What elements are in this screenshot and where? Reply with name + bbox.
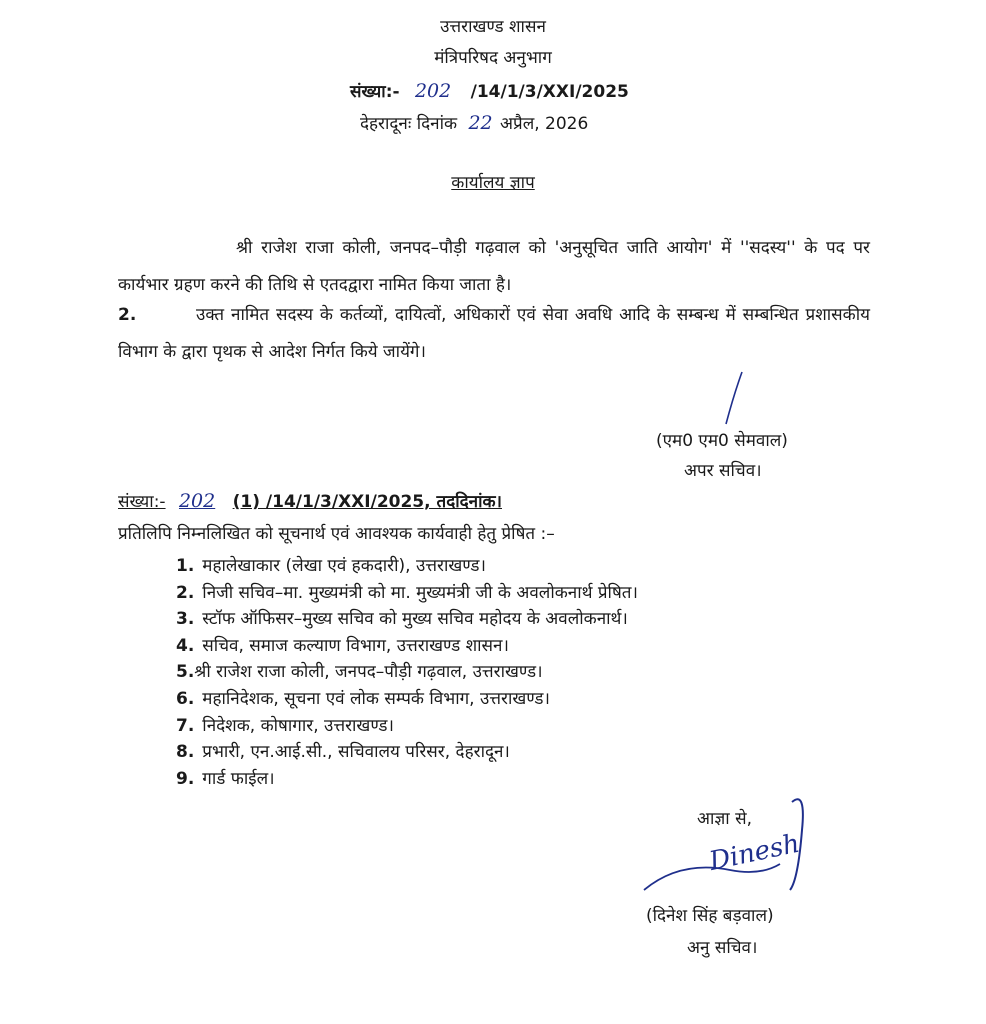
recipient-list [176, 553, 638, 792]
recipient-number: 4. [176, 635, 195, 656]
recipient-item [176, 606, 638, 633]
signatory-1-name: (एम0 एम0 सेमवाल) [656, 431, 788, 451]
recipient-text: महानिदेशक, सूचना एवं लोक सम्पर्क विभाग, उत्तराखण्ड। [202, 688, 550, 709]
signature-1 [720, 370, 760, 430]
recipient-item [176, 580, 638, 607]
recipient-number: 5. [176, 662, 195, 683]
recipient-text: निजी सचिव–मा. मुख्यमंत्री को मा. मुख्यमंत्री जी के अवलोकनार्थ प्रेषित। [202, 582, 638, 603]
recipient-number: 9. [176, 768, 195, 789]
copy-number-suffix: (1) /14/1/3/XXI/2025, तददिनांक। [232, 492, 502, 512]
recipient-number: 7. [176, 715, 195, 736]
recipient-item [176, 686, 638, 713]
copy-number [118, 489, 502, 512]
order-number [350, 79, 629, 102]
signatory-2-name: (दिनेश सिंह बड़वाल) [646, 906, 774, 926]
recipient-item [176, 659, 638, 686]
memo-paragraph-2 [118, 297, 870, 371]
memo-paragraph-1: श्री राजेश राजा कोली, जनपद–पौड़ी गढ़वाल को 'अनुसूचित जाति आयोग' में ''सदस्य'' के पद पर कार्यभार ग्रहण करने की तिथि से एतदद्वारा नामित किया जाता है। [118, 238, 870, 295]
para2-text: उक्त नामित सदस्य के कर्तव्यों, दायित्वों, अधिकारों एवं सेवा अवधि आदि के सम्बन्ध में सम्बन्धित प्रशासकीय विभाग के द्वारा पृथक से आदेश निर्गत किये जायेंगे। [118, 305, 870, 362]
order-number-suffix: /14/1/3/XXI/2025 [470, 82, 629, 102]
memo-title: कार्यालय ज्ञाप [451, 173, 535, 193]
copy-number-handwritten: 202 [178, 490, 216, 512]
order-number-label: संख्या:- [350, 82, 400, 102]
recipient-item [176, 739, 638, 766]
place-date [360, 111, 588, 134]
signatory-1-designation: अपर सचिव। [684, 461, 762, 481]
copy-number-label: संख्या:- [118, 492, 166, 512]
recipient-item [176, 633, 638, 660]
section-name: मंत्रिपरिषद अनुभाग [434, 48, 552, 68]
place-date-label: देहरादूनः दिनांक [360, 114, 458, 134]
recipient-number: 3. [176, 609, 195, 630]
signatory-2-designation: अनु सचिव। [687, 938, 758, 958]
by-order: आज्ञा से, [697, 809, 752, 829]
recipient-text: प्रभारी, एन.आई.सी., सचिवालय परिसर, देहरादून। [202, 742, 510, 763]
order-number-handwritten: 202 [414, 80, 452, 102]
recipient-text: निदेशक, कोषागार, उत्तराखण्ड। [202, 715, 394, 736]
recipient-item [176, 553, 638, 580]
recipient-number: 8. [176, 742, 195, 763]
recipient-text: महालेखाकार (लेखा एवं हकदारी), उत्तराखण्ड। [202, 556, 486, 576]
recipient-text: स्टॉफ ऑफिसर–मुख्य सचिव को मुख्य सचिव महोदय के अवलोकनार्थ। [202, 609, 628, 630]
para2-number: 2. [118, 305, 137, 325]
recipient-item [176, 766, 638, 793]
signature-2-text: Dinesh [706, 828, 803, 877]
recipient-number: 1. [176, 556, 195, 576]
recipient-number: 6. [176, 688, 195, 709]
recipient-text: सचिव, समाज कल्याण विभाग, उत्तराखण्ड शासन। [202, 635, 509, 656]
recipient-number: 2. [176, 582, 195, 603]
recipient-item [176, 713, 638, 740]
date-handwritten: 22 [468, 112, 493, 134]
recipient-text: श्री राजेश राजा कोली, जनपद–पौड़ी गढ़वाल, उत्तराखण्ड। [194, 662, 543, 683]
signature-2 [640, 790, 830, 900]
govt-name: उत्तराखण्ड शासन [440, 17, 546, 37]
recipient-text: गार्ड फाईल। [202, 768, 275, 789]
copy-intro: प्रतिलिपि निम्नलिखित को सूचनार्थ एवं आवश्यक कार्यवाही हेतु प्रेषित :– [118, 524, 555, 544]
date-rest: अप्रैल, 2026 [500, 114, 589, 134]
